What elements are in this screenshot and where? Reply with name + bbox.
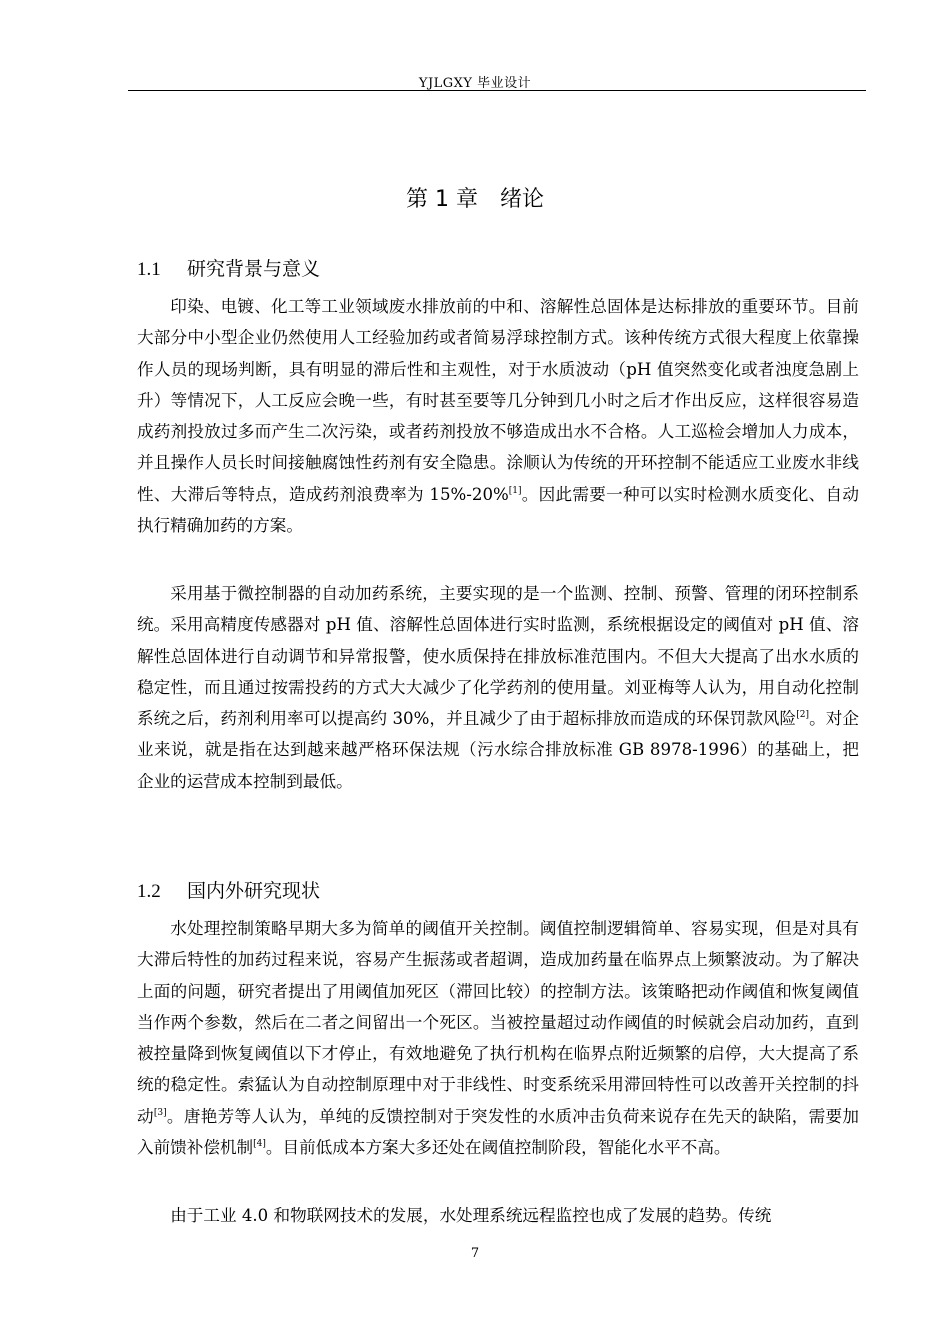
section-title: 国内外研究现状 xyxy=(187,880,321,902)
paragraph-text: 采用基于微控制器的自动加药系统，主要实现的是一个监测、控制、预警、管理的闭环控制系统。采用高精度传感器对 pH 值、溶解性总固体进行实时监测，系统根据设定的阈值对 pH 值、溶解性总固体进行自动调节和异常报警，使水质保持在排放标准范围内。不但大大提高了出水水质的稳定性，而且通过按需投药的方式大大减少了化学药剂的使用量。刘亚梅等人认为，用自动化控制系统之后，药剂利用率可以提高约 30%，并且减少了由于超标排放而造成的环保罚款风险 xyxy=(137,584,859,729)
paragraph xyxy=(137,1200,859,1231)
section-number: 1.2 xyxy=(137,881,161,902)
paragraph-text: 。因此需要一种可以实时检测水质变化、自动执行精确加药的方案。 xyxy=(137,484,859,536)
citation-ref: [2] xyxy=(796,710,809,721)
paragraph xyxy=(137,578,859,797)
paragraph xyxy=(137,291,859,541)
section-heading-1-1 xyxy=(137,254,320,281)
chapter-name: 绪论 xyxy=(499,187,544,212)
paragraph xyxy=(137,913,859,1163)
paragraph-text: 由于工业 4.0 和物联网技术的发展，水处理系统远程监控也成了发展的趋势。传统 xyxy=(170,1206,772,1225)
chapter-title xyxy=(0,182,950,213)
chapter-number: 第 1 章 xyxy=(406,187,478,212)
paragraph-text: 。对企业来说，就是指在达到越来越严格环保法规（污水综合排放标准 GB 8978-1996）的基础上，把企业的运营成本控制到最低。 xyxy=(137,709,860,791)
citation-ref: [4] xyxy=(253,1139,266,1150)
paragraph-text: 。目前低成本方案大多还处在阈值控制阶段，智能化水平不高。 xyxy=(265,1138,731,1158)
paragraph-text: 。唐艳芳等人认为，单纯的反馈控制对于突发性的水质冲击负荷来说存在先天的缺陷，需要加入前馈补偿机制 xyxy=(137,1106,860,1158)
running-header: YJLGXY 毕业设计 xyxy=(418,76,532,91)
citation-ref: [3] xyxy=(153,1107,167,1118)
section-number: 1.1 xyxy=(137,259,161,280)
citation-ref: [1] xyxy=(508,485,522,496)
header-divider xyxy=(128,90,866,91)
paragraph-text: 印染、电镀、化工等工业领域废水排放前的中和、溶解性总固体是达标排放的重要环节。目前大部分中小型企业仍然使用人工经验加药或者简易浮球控制方式。该种传统方式很大程度上依靠操作人员的现场判断，具有明显的滞后性和主观性，对于水质波动（pH 值突然变化或者浊度急剧上升）等情况下，人工反应会晚一些，有时甚至要等几分钟到几小时之后才作出反应，这样很容易造成药剂投放过多而产生二次污染，或者药剂投放不够造成出水不合格。人工巡检会增加人力成本，并且操作人员长时间接触腐蚀性药剂有安全隐患。涂顺认为传统的开环控制不能适应工业废水非线性、大滞后等特点，造成药剂浪费率为 15%-20% xyxy=(137,297,859,504)
paragraph-text: 水处理控制策略早期大多为简单的阈值开关控制。阈值控制逻辑简单、容易实现，但是对具有大滞后特性的加药过程来说，容易产生振荡或者超调，造成加药量在临界点上频繁波动。为了解决上面的问题，研究者提出了用阈值加死区（滞回比较）的控制方法。该策略把动作阈值和恢复阈值当作两个参数，然后在二者之间留出一个死区。当被控量超过动作阈值的时候就会启动加药，直到被控量降到恢复阈值以下才停止，有效地避免了执行机构在临界点附近频繁的启停，大大提高了系统的稳定性。索猛认为自动控制原理中对于非线性、时变系统采用滞回特性可以改善开关控制的抖动 xyxy=(137,919,859,1126)
page-number: 7 xyxy=(470,1246,480,1261)
section-title: 研究背景与意义 xyxy=(187,258,321,280)
section-heading-1-2 xyxy=(137,876,320,903)
